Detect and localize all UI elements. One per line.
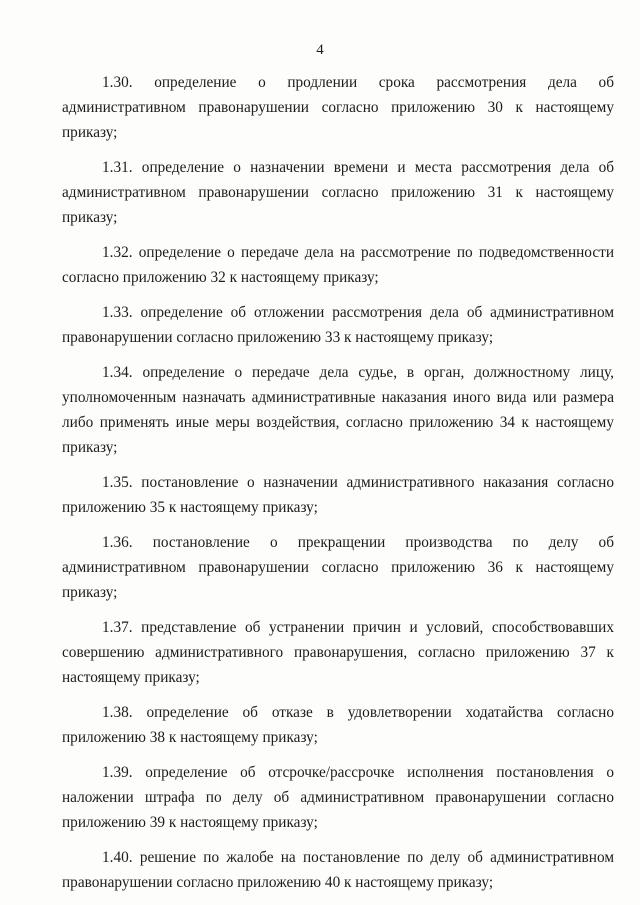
item-text: определение о назначении времени и места рассмотрения дела об административном правонарушении согласно приложению 31 к настоящему приказу; — [62, 159, 614, 226]
page-number: 4 — [316, 42, 324, 58]
list-item — [62, 615, 614, 690]
list-item — [62, 700, 614, 750]
item-text: определение о передаче дела на рассмотрение по подведомственности согласно приложению 32 к настоящему приказу; — [62, 244, 615, 286]
item-number: 1.40. — [102, 849, 133, 866]
item-number: 1.36. — [102, 534, 133, 551]
item-number: 1.38. — [102, 704, 133, 721]
list-item — [62, 70, 614, 145]
item-text: решение по жалобе на постановление по делу об административном правонарушении согласно приложению 40 к настоящему приказу; — [62, 849, 614, 891]
list-item — [62, 240, 614, 290]
item-number: 1.31. — [102, 159, 133, 176]
item-text: постановление о прекращении производства по делу об административном правонарушении согласно приложению 36 к настоящему приказу; — [62, 534, 614, 601]
item-text: определение об отсрочке/рассрочке исполнения постановления о наложении штрафа по делу об административном правонарушении согласно приложению 39 к настоящему приказу; — [62, 764, 615, 831]
list-item — [62, 530, 614, 605]
item-number: 1.37. — [102, 619, 133, 636]
item-number: 1.30. — [102, 74, 133, 91]
list-item — [62, 470, 614, 520]
item-number: 1.33. — [102, 304, 133, 321]
item-list — [62, 70, 614, 905]
item-text: постановление о назначении административного наказания согласно приложению 35 к настоящему приказу; — [62, 474, 614, 516]
item-text: определение об отказе в удовлетворении ходатайства согласно приложению 38 к настоящему приказу; — [62, 704, 614, 746]
list-item — [62, 360, 614, 460]
list-item — [62, 155, 614, 230]
list-item — [62, 760, 614, 835]
item-text: определение о передаче дела судье, в орган, должностному лицу, уполномоченным назначать административные наказания иного вида или размера либо применять иные меры воздействия, согласно приложению 34 к настоящему приказу; — [62, 364, 614, 456]
item-number: 1.34. — [102, 364, 133, 381]
item-number: 1.32. — [102, 244, 133, 261]
item-text: определение о продлении срока рассмотрения дела об административном правонарушении согласно приложению 30 к настоящему приказу; — [62, 74, 614, 141]
item-number: 1.39. — [102, 764, 133, 781]
item-number: 1.35. — [102, 474, 133, 491]
item-text: представление об устранении причин и условий, способствовавших совершению административного правонарушения, согласно приложению 37 к настоящему приказу; — [62, 619, 614, 686]
list-item — [62, 300, 614, 350]
list-item — [62, 845, 614, 895]
item-text: определение об отложении рассмотрения дела об административном правонарушении согласно приложению 33 к настоящему приказу; — [62, 304, 615, 346]
